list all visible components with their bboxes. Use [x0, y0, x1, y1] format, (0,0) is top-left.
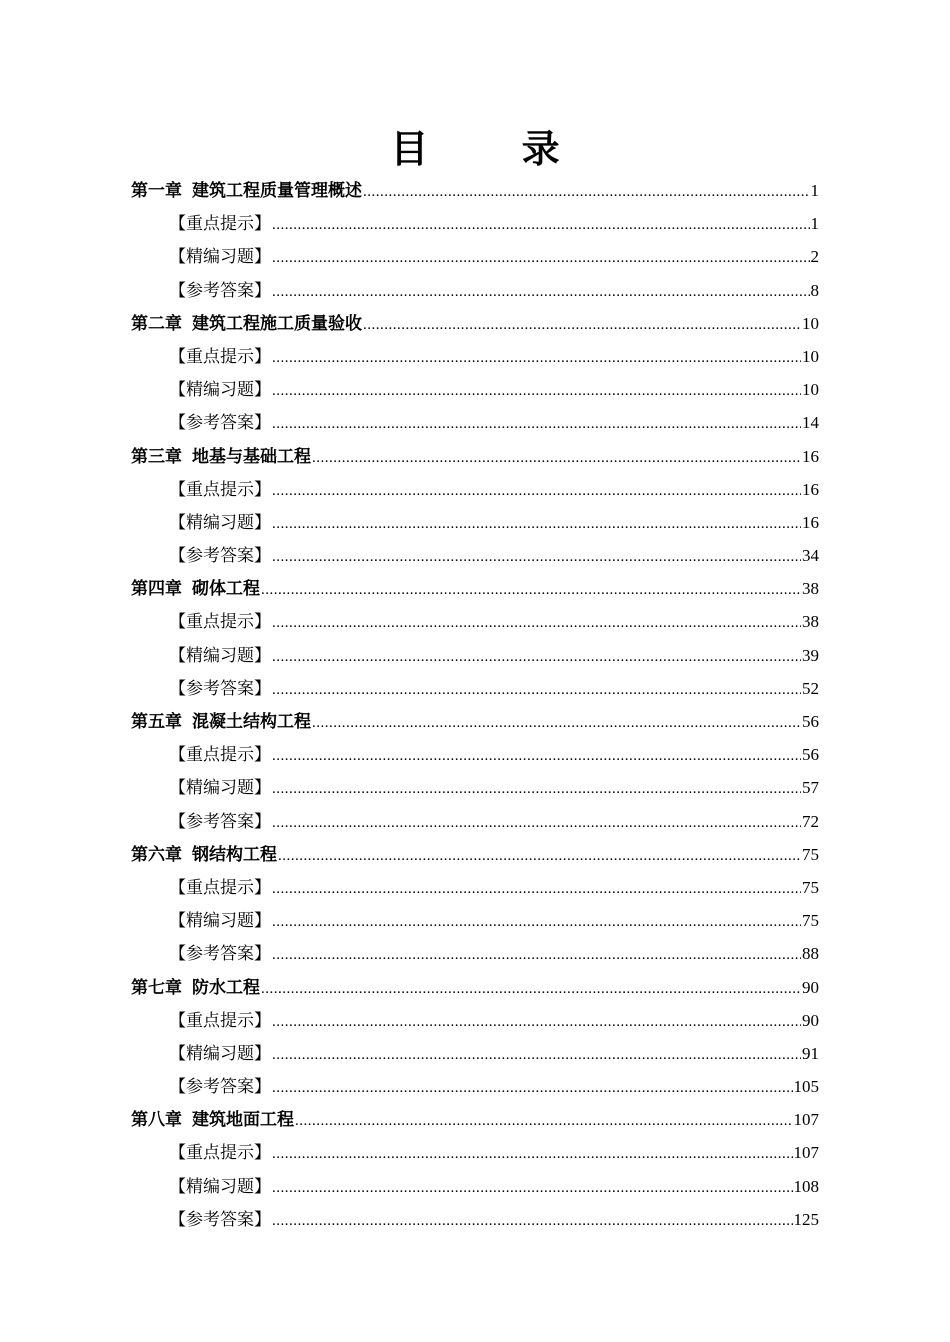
chapter-heading: [131, 972, 260, 1005]
chapter-name: 防水工程: [192, 977, 260, 998]
toc-section-entry[interactable]: [131, 340, 819, 373]
section-label: 【重点提示】: [169, 346, 271, 367]
toc-chapter-entry[interactable]: [131, 174, 819, 207]
chapter-name: 砌体工程: [192, 579, 260, 600]
dot-leader: [272, 641, 801, 674]
dot-leader: [272, 773, 801, 806]
page-number: 16: [802, 479, 819, 499]
page-number: 10: [802, 380, 819, 400]
dot-leader: [272, 408, 801, 441]
toc-section-entry[interactable]: [131, 639, 819, 672]
section-label: 【参考答案】: [169, 546, 271, 567]
section-label: 【精编习题】: [169, 380, 271, 401]
toc-chapter-entry[interactable]: [131, 1103, 819, 1136]
dot-leader: [272, 342, 801, 375]
section-label: 【精编习题】: [169, 247, 271, 268]
chapter-name: 建筑地面工程: [192, 1110, 294, 1131]
dot-leader: [272, 242, 810, 275]
section-label: 【重点提示】: [169, 877, 271, 898]
page-number: 56: [802, 712, 819, 731]
section-label: 【重点提示】: [169, 479, 271, 500]
page-number: 90: [802, 1010, 819, 1030]
toc-section-entry[interactable]: [131, 473, 819, 506]
toc-chapter-entry[interactable]: [131, 440, 819, 473]
toc-section-entry[interactable]: [131, 1070, 819, 1103]
dot-leader: [272, 807, 801, 840]
dot-leader: [312, 707, 801, 740]
toc-section-entry[interactable]: [131, 207, 819, 240]
section-label: 【精编习题】: [169, 1043, 271, 1064]
page-number: 72: [802, 811, 819, 831]
toc-section-entry[interactable]: [131, 738, 819, 771]
chapter-number: 第四章: [131, 579, 182, 600]
dot-leader: [272, 1072, 793, 1105]
chapter-number: 第五章: [131, 712, 182, 732]
toc-section-entry[interactable]: [131, 1203, 819, 1236]
dot-leader: [272, 1039, 801, 1072]
page-number: 16: [802, 446, 819, 466]
toc-chapter-entry[interactable]: [131, 705, 819, 738]
chapter-number: 第三章: [131, 446, 182, 467]
section-label: 【重点提示】: [169, 1143, 271, 1164]
section-label: 【重点提示】: [169, 1010, 271, 1031]
chapter-number: 第一章: [131, 181, 182, 201]
dot-leader: [272, 508, 801, 541]
dot-leader: [272, 541, 801, 574]
chapter-name: 建筑工程施工质量验收: [192, 313, 362, 334]
page-title: 目 录: [390, 127, 600, 171]
dot-leader: [261, 973, 801, 1006]
chapter-heading: [131, 1104, 294, 1137]
page-number: 14: [802, 413, 819, 433]
page-number: 107: [793, 1110, 819, 1130]
page-number: 1: [810, 214, 819, 234]
toc-chapter-entry[interactable]: [131, 307, 819, 340]
dot-leader: [272, 1006, 801, 1039]
chapter-heading: [131, 839, 277, 872]
toc-section-entry[interactable]: [131, 605, 819, 638]
toc-section-entry[interactable]: [131, 871, 819, 904]
dot-leader: [272, 209, 810, 242]
section-label: 【精编习题】: [169, 645, 271, 666]
dot-leader: [272, 939, 801, 972]
page-number: 107: [793, 1143, 819, 1163]
dot-leader: [272, 276, 810, 309]
toc-section-entry[interactable]: [131, 1170, 819, 1203]
page-number: 34: [802, 546, 819, 566]
toc-section-entry[interactable]: [131, 1136, 819, 1169]
page-number: 90: [802, 977, 819, 997]
toc-section-entry[interactable]: [131, 771, 819, 804]
chapter-number: 第七章: [131, 977, 182, 998]
page-number: 125: [793, 1209, 819, 1229]
dot-leader: [272, 740, 801, 773]
dot-leader: [272, 1138, 793, 1171]
page-number: 1: [810, 181, 819, 200]
page-number: 16: [802, 512, 819, 532]
dot-leader: [272, 1205, 793, 1238]
chapter-heading: [131, 441, 311, 474]
dot-leader: [261, 574, 801, 607]
toc-section-entry[interactable]: [131, 274, 819, 307]
page-number: 8: [810, 280, 819, 300]
dot-leader: [272, 475, 801, 508]
section-label: 【精编习题】: [169, 911, 271, 932]
dot-leader: [278, 840, 801, 873]
toc-chapter-entry[interactable]: [131, 971, 819, 1004]
page-number: 38: [802, 612, 819, 632]
toc-section-entry[interactable]: [131, 506, 819, 539]
chapter-heading: [131, 308, 362, 341]
section-label: 【精编习题】: [169, 512, 271, 533]
dot-leader: [272, 375, 801, 408]
page-number: 2: [810, 247, 819, 267]
page-number: 75: [802, 844, 819, 864]
chapter-number: 第二章: [131, 313, 182, 334]
section-label: 【参考答案】: [169, 944, 271, 965]
dot-leader: [295, 1105, 793, 1138]
table-of-contents: [131, 174, 819, 1236]
dot-leader: [272, 674, 801, 707]
page-number: 75: [802, 911, 819, 931]
page-number: 52: [802, 678, 819, 698]
dot-leader: [312, 442, 801, 475]
dot-leader: [272, 1172, 793, 1205]
section-label: 【重点提示】: [169, 214, 271, 235]
dot-leader: [272, 607, 801, 640]
chapter-name: 钢结构工程: [192, 844, 277, 865]
chapter-name: 地基与基础工程: [192, 446, 311, 467]
toc-section-entry[interactable]: [131, 240, 819, 273]
toc-section-entry[interactable]: [131, 1037, 819, 1070]
toc-section-entry[interactable]: [131, 406, 819, 439]
page-number: 88: [802, 944, 819, 964]
dot-leader: [272, 873, 801, 906]
toc-section-entry[interactable]: [131, 1004, 819, 1037]
toc-section-entry[interactable]: [131, 805, 819, 838]
page-number: 91: [802, 1043, 819, 1063]
section-label: 【参考答案】: [169, 413, 271, 434]
page-number: 108: [793, 1176, 819, 1196]
section-label: 【重点提示】: [169, 745, 271, 766]
section-label: 【精编习题】: [169, 778, 271, 799]
page-number: 105: [793, 1077, 819, 1097]
chapter-name: 建筑工程质量管理概述: [192, 181, 362, 201]
toc-chapter-entry[interactable]: [131, 838, 819, 871]
page-number: 57: [802, 778, 819, 798]
chapter-number: 第八章: [131, 1110, 182, 1131]
chapter-number: 第六章: [131, 844, 182, 865]
page-number: 75: [802, 877, 819, 897]
chapter-heading: [131, 573, 260, 606]
page-number: 10: [802, 313, 819, 333]
toc-section-entry[interactable]: [131, 539, 819, 572]
section-label: 【参考答案】: [169, 678, 271, 699]
dot-leader: [272, 906, 801, 939]
section-label: 【精编习题】: [169, 1176, 271, 1197]
page-number: 56: [802, 745, 819, 765]
section-label: 【重点提示】: [169, 612, 271, 633]
section-label: 【参考答案】: [169, 1077, 271, 1098]
toc-section-entry[interactable]: [131, 937, 819, 970]
dot-leader: [363, 309, 801, 342]
page-number: 10: [802, 346, 819, 366]
toc-section-entry[interactable]: [131, 904, 819, 937]
section-label: 【参考答案】: [169, 280, 271, 301]
toc-chapter-entry[interactable]: [131, 572, 819, 605]
page-number: 38: [802, 579, 819, 599]
page-number: 39: [802, 645, 819, 665]
dot-leader: [363, 176, 810, 209]
section-label: 【参考答案】: [169, 811, 271, 832]
toc-section-entry[interactable]: [131, 672, 819, 705]
toc-section-entry[interactable]: [131, 373, 819, 406]
chapter-name: 混凝土结构工程: [192, 712, 311, 732]
chapter-heading: [131, 175, 362, 208]
chapter-heading: [131, 706, 311, 739]
section-label: 【参考答案】: [169, 1209, 271, 1230]
